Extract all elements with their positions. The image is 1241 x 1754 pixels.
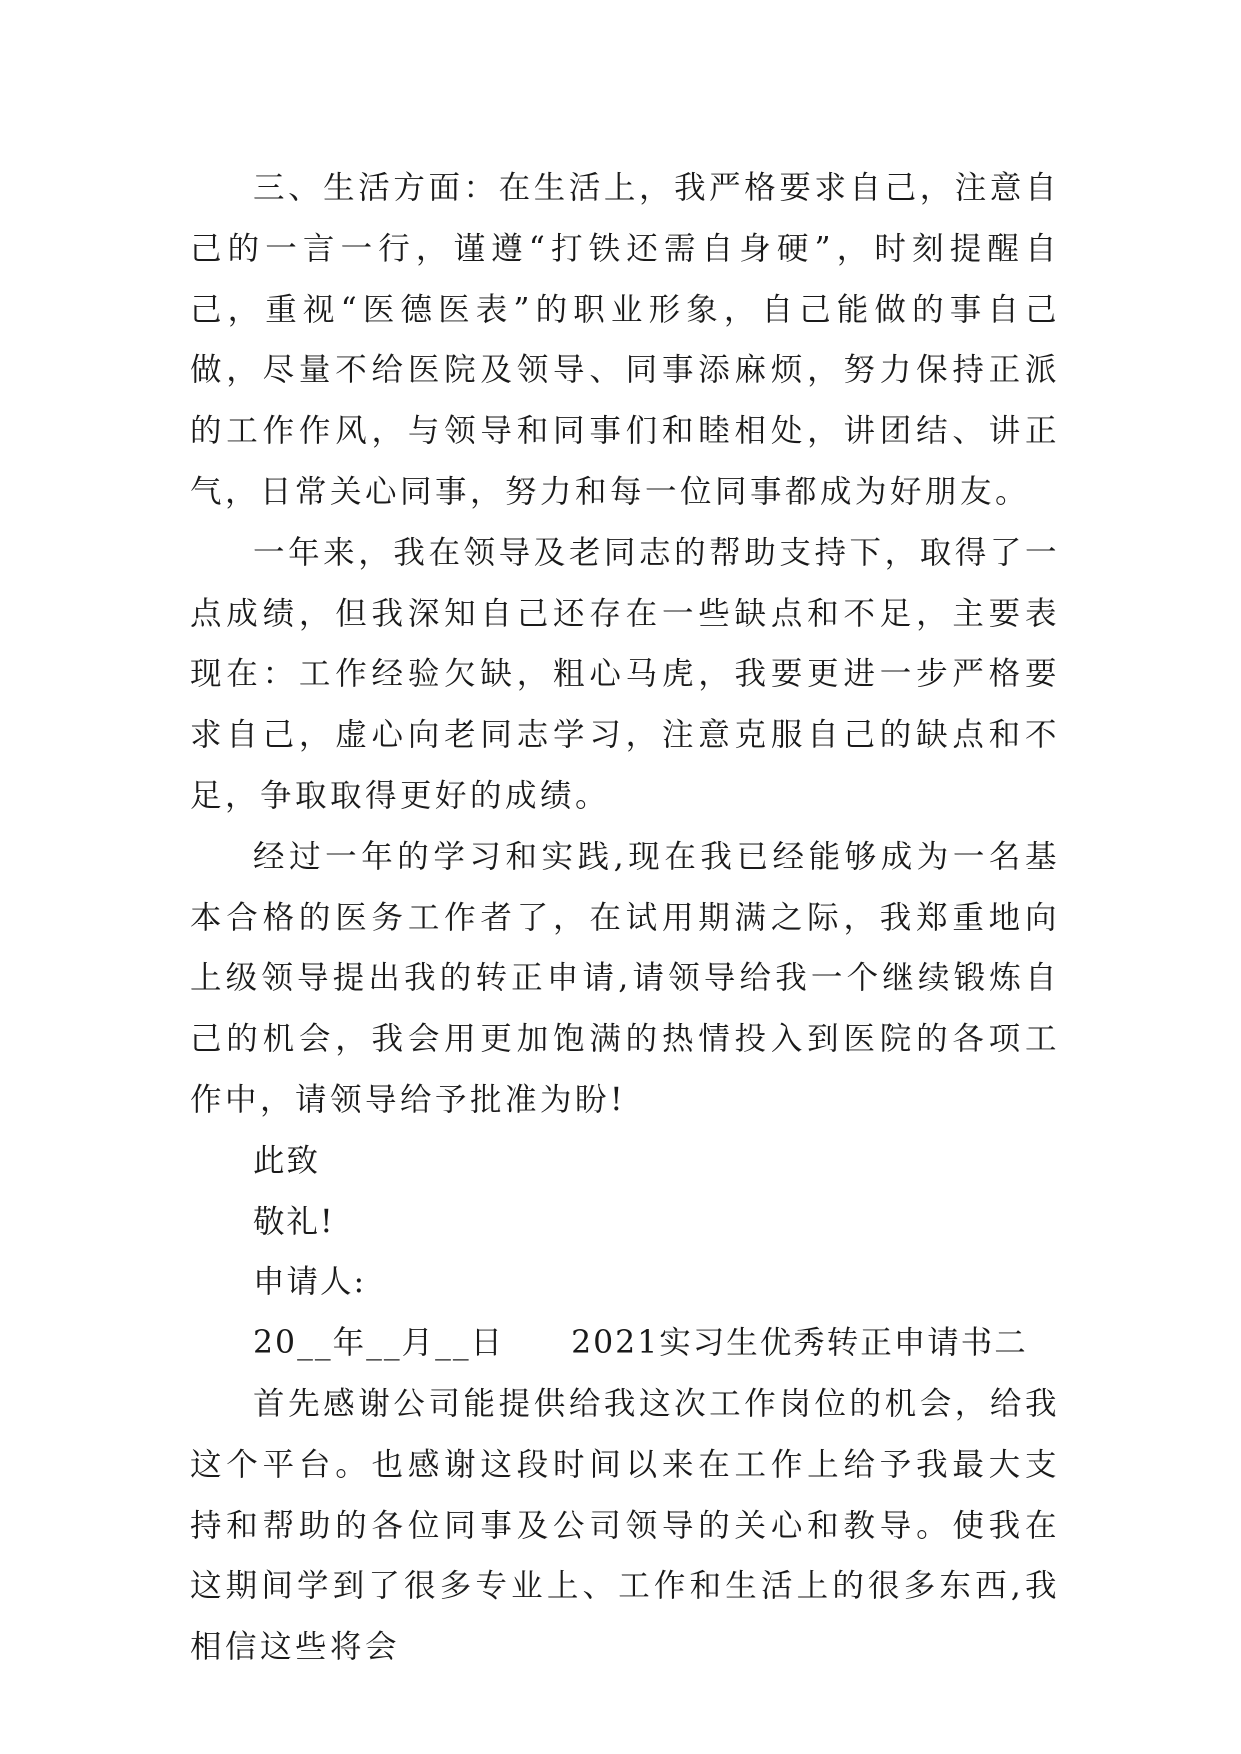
- document-body: [190, 158, 1060, 1678]
- salutation: 此致: [253, 1142, 321, 1179]
- regards: 敬礼!: [253, 1203, 335, 1240]
- paragraph-thanks: 首先感谢公司能提供给我这次工作岗位的机会，给我这个平台。也感谢这段时间以来在工作上给予我最大支持和帮助的各位同事及公司领导的关心和教导。使我在这期间学到了很多专业上、工作和生活上的很多东西,我相信这些将会: [190, 1385, 1060, 1666]
- date-and-second-title: 20__年__月__日 2021实习生优秀转正申请书二: [253, 1325, 1028, 1362]
- paragraph-shortcomings: 一年来，我在领导及老同志的帮助支持下，取得了一点成绩，但我深知自己还存在一些缺点和不足，主要表现在：工作经验欠缺，粗心马虎，我要更进一步严格要求自己，虚心向老同志学习，注意克服自己的缺点和不足，争取取得更好的成绩。: [190, 534, 1060, 814]
- paragraph-application: 经过一年的学习和实践,现在我已经能够成为一名基本合格的医务工作者了，在试用期满之际，我郑重地向上级领导提出我的转正申请,请领导给我一个继续锻炼自己的机会，我会用更加饱满的热情投入到医院的各项工作中，请领导给予批准为盼!: [190, 838, 1060, 1118]
- applicant-label: 申请人:: [253, 1264, 367, 1301]
- paragraph-life: 三、生活方面：在生活上，我严格要求自己，注意自己的一言一行，谨遵“打铁还需自身硬”，时刻提醒自己，重视“医德医表”的职业形象，自己能做的事自己做，尽量不给医院及领导、同事添麻烦，努力保持正派的工作作风，与领导和同事们和睦相处，讲团结、讲正气，日常关心同事，努力和每一位同事都成为好朋友。: [190, 170, 1060, 510]
